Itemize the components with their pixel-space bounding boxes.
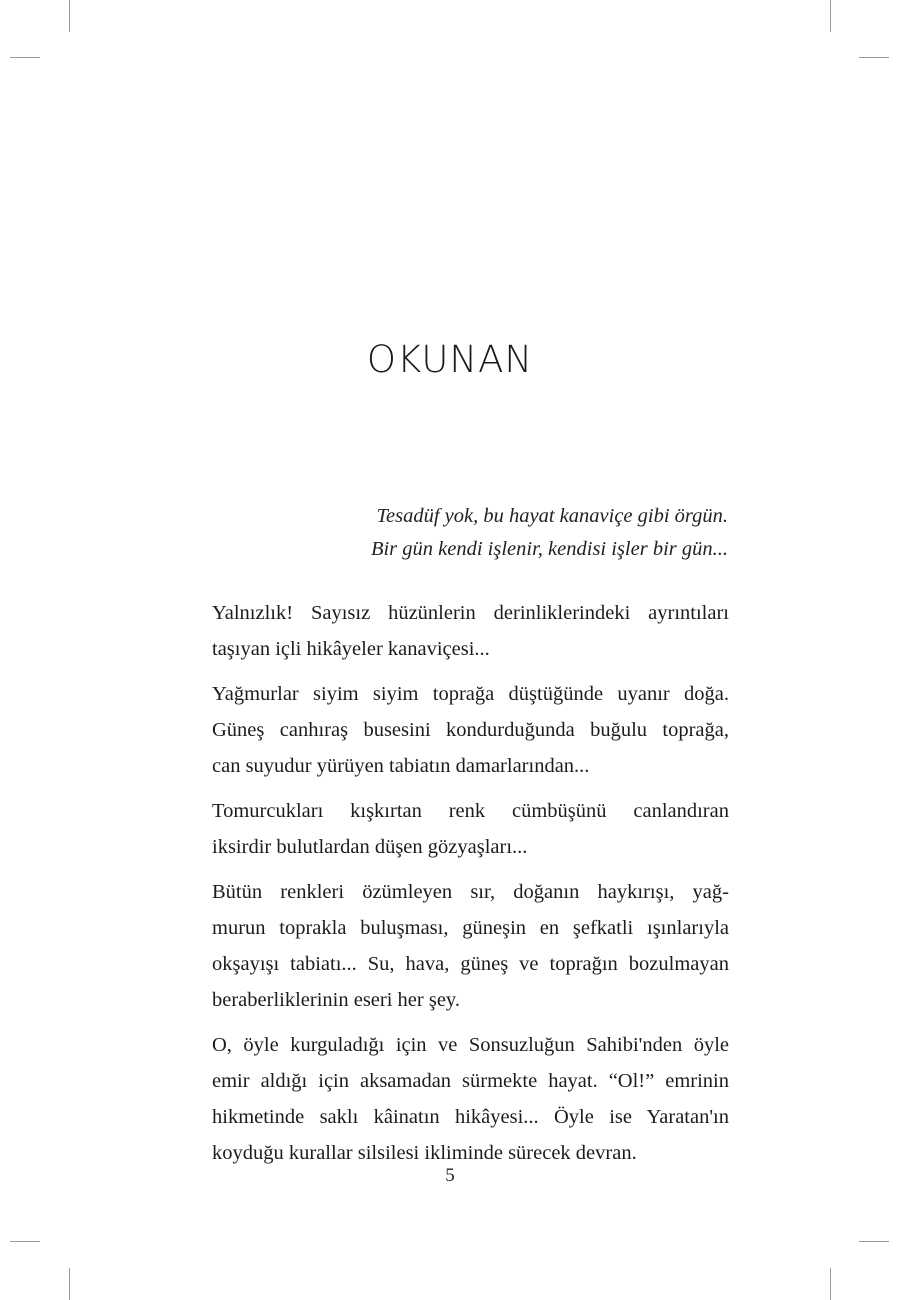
chapter-title: OKUNAN [366,338,534,381]
epigraph-line: Bir gün kendi işlenir, kendisi işler bir gün... [370,538,728,560]
text-line: taşıyan içli hikâyeler kanaviçesi... [212,638,490,660]
text-line: iksirdir bulutlardan düşen gözyaşları... [212,836,528,858]
text-line: Yalnızlık! Sayısız hüzünlerin derinliklerindeki ayrıntıları [212,602,729,624]
text-line: Tomurcukları kışkırtan renk cümbüşünü canlandıran [212,800,729,822]
text-line: hikmetinde saklı kâinatın hikâyesi... Öyle ise Yaratan'ın [212,1106,729,1128]
text-line: murun toprakla buluşması, güneşin en şefkatli ışınlarıyla [212,917,729,939]
text-line: Güneş canhıraş busesini kondurduğunda buğulu toprağa, [212,719,729,741]
crop-mark-right-bottom [859,1241,889,1242]
text-line: O, öyle kurguladığı için ve Sonsuzluğun Sahibi'nden öyle [212,1034,729,1056]
paragraph [183,595,729,667]
text-line: okşayışı tabiatı... Su, hava, güneş ve toprağın bozulmayan [212,953,729,975]
crop-mark-top-right [830,0,831,32]
crop-mark-left-top [10,57,40,58]
page-number: 5 [445,1165,455,1186]
crop-mark-right-top [859,57,889,58]
crop-mark-left-bottom [10,1241,40,1242]
epigraph-line: Tesadüf yok, bu hayat kanaviçe gibi örgün. [376,505,728,527]
text-line: koyduğu kurallar silsilesi ikliminde sürecek devran. [212,1142,637,1164]
crop-mark-top-left [69,0,70,32]
body-text [183,595,729,1180]
crop-mark-bottom-right [830,1268,831,1300]
epigraph [188,500,728,566]
text-line: beraberliklerinin eseri her şey. [212,989,460,1011]
paragraph [183,1027,729,1171]
text-line: can suyudur yürüyen tabiatın damarlarından... [212,755,590,777]
text-line: Bütün renkleri özümleyen sır, doğanın haykırışı, yağ- [212,881,729,903]
text-line: Yağmurlar siyim siyim toprağa düştüğünde uyanır doğa. [212,683,729,705]
paragraph [183,793,729,865]
text-line: emir aldığı için aksamadan sürmekte hayat. “Ol!” emrinin [212,1070,729,1092]
paragraph [183,874,729,1018]
crop-mark-bottom-left [69,1268,70,1300]
paragraph [183,676,729,784]
